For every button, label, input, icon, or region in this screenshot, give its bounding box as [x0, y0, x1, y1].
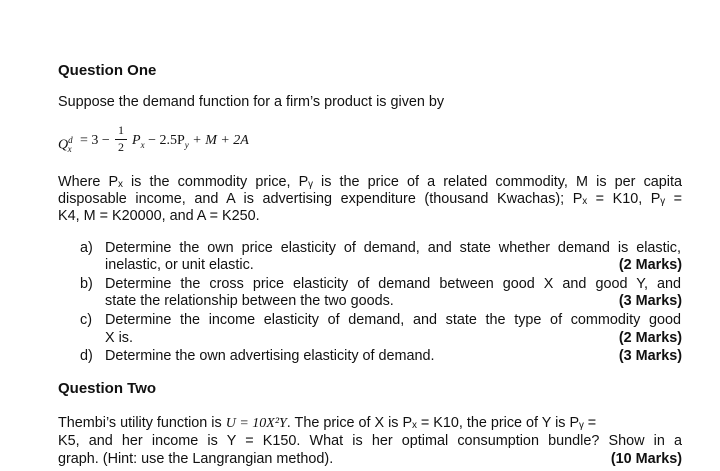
question-two-line-1 — [58, 415, 596, 432]
where-line-2: disposable income, and A is advertising expenditure (thousand Kwachas); Pₓ = K10, Pᵧ = — [58, 191, 682, 207]
item-letter: c) — [80, 312, 92, 328]
question-one-heading: Question One — [58, 62, 157, 79]
fraction-numerator: 1 — [118, 123, 124, 137]
marks-label: (2 Marks) — [618, 330, 682, 346]
marks-label: (10 Marks) — [610, 451, 682, 467]
item-text-line: Determine the own price elasticity of demand, and state whether demand is elastic, — [105, 240, 681, 256]
item-letter: d) — [80, 348, 93, 364]
equation-px-sub: x — [140, 139, 145, 150]
equation-lhs-sup: d — [68, 135, 73, 145]
marks-label: (3 Marks) — [618, 348, 682, 364]
question-two-heading: Question Two — [58, 380, 157, 397]
equation-part2 — [132, 132, 249, 154]
item-text-line: Determine the own advertising elasticity of demand. — [105, 348, 435, 364]
item-text-line: inelastic, or unit elastic. — [105, 257, 254, 273]
fraction-denominator: 2 — [118, 140, 124, 154]
question-two-line-2: K5, and her income is Y = K150. What is her optimal consumption bundle? Show in a — [58, 433, 682, 449]
equation-lhs-sub: x — [67, 144, 72, 155]
equation-rest: + M + 2A — [188, 133, 249, 148]
marks-label: (3 Marks) — [618, 293, 682, 309]
where-line-3: K4, M = K20000, and A = K250. — [58, 208, 260, 224]
question-two-line-3: graph. (Hint: use the Langrangian method). — [58, 451, 334, 467]
prices-text: . The price of X is Pₓ = K10, the price of Y is Pᵧ = — [286, 415, 597, 431]
equation-px: P — [132, 133, 141, 148]
marks-label: (2 Marks) — [618, 257, 682, 273]
utility-function: U = 10X²Y — [225, 416, 287, 431]
item-text-line: Determine the cross price elasticity of demand between good X and good Y, and — [105, 276, 681, 292]
equation-lhs-symbol: Q — [58, 137, 69, 153]
question-one-intro: Suppose the demand function for a firm’s product is given by — [58, 94, 445, 110]
equation-py-sub: y — [184, 139, 189, 150]
equation-part1: = 3 − — [80, 133, 110, 148]
item-text-line: Determine the income elasticity of demand, and state the type of commodity good — [105, 312, 681, 328]
equation-lhs — [58, 132, 72, 158]
item-text-line: X is. — [105, 330, 133, 346]
utility-intro-text: Thembi’s utility function is — [58, 415, 222, 431]
item-letter: b) — [80, 276, 93, 292]
item-letter: a) — [80, 240, 93, 256]
equation-py: − 2.5P — [144, 133, 185, 148]
where-line-1: Where Pₓ is the commodity price, Pᵧ is the price of a related commodity, M is per capita — [58, 174, 682, 190]
item-text-line: state the relationship between the two goods. — [105, 293, 394, 309]
